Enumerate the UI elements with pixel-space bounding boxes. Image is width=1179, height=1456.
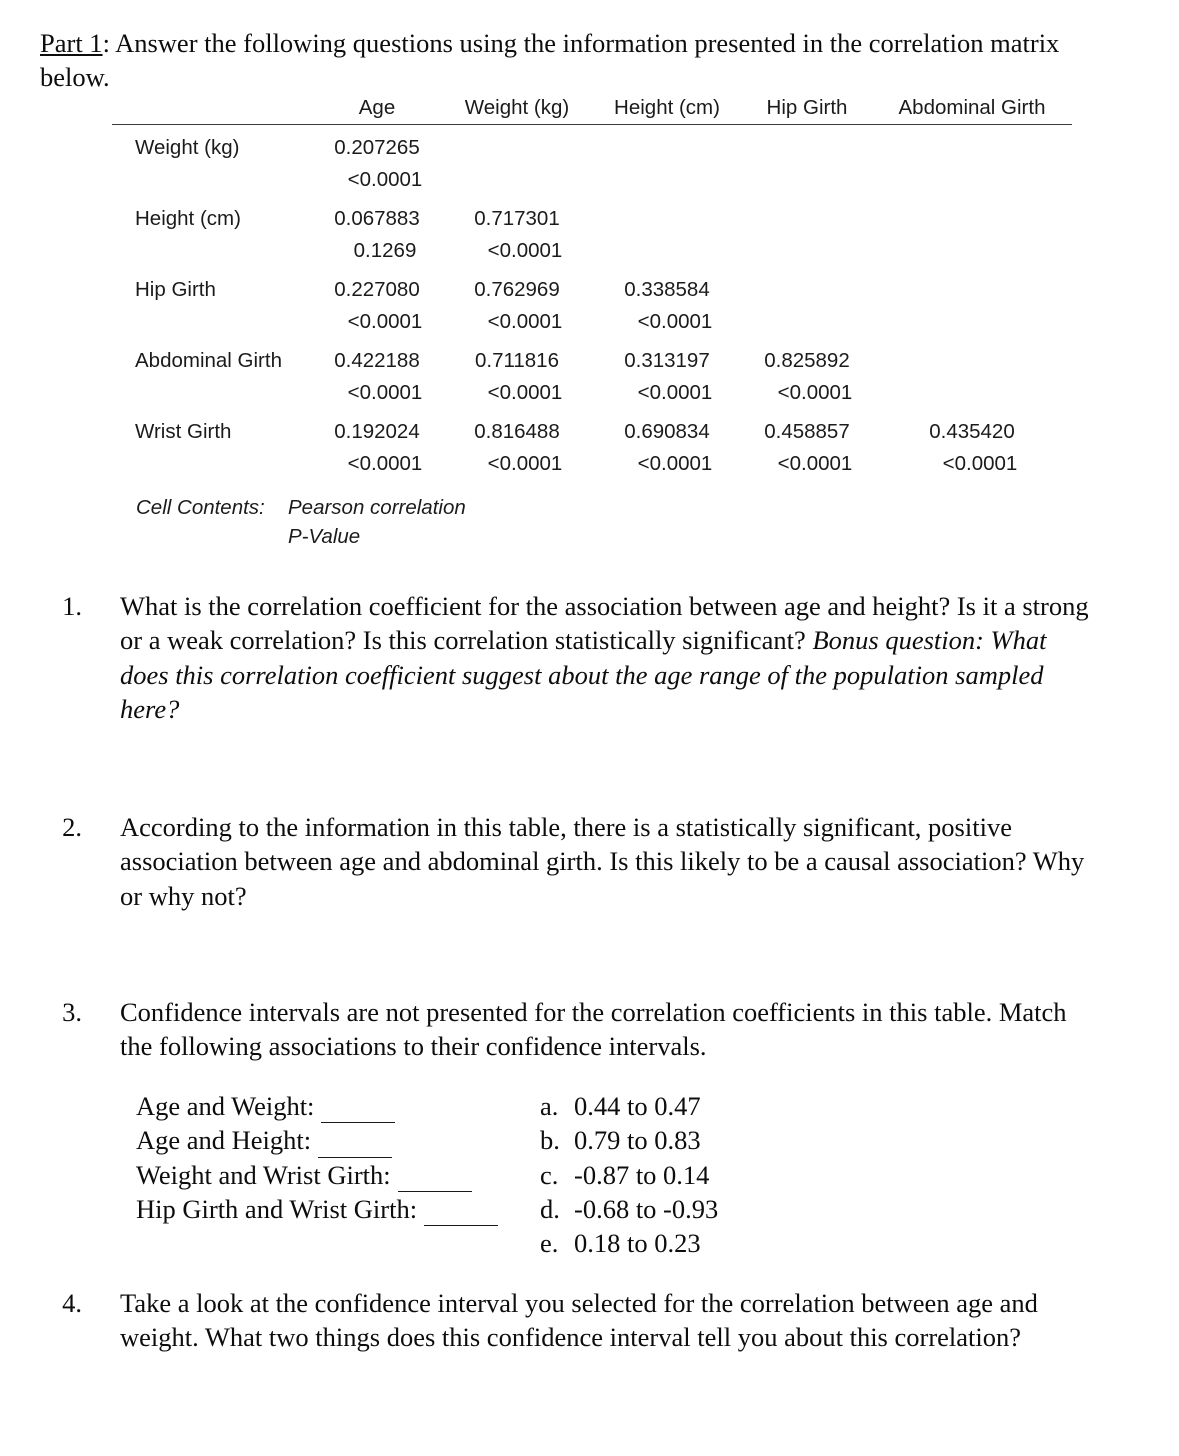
matrix-row-label: Hip Girth [135, 278, 216, 301]
option-letter: d. [540, 1193, 560, 1224]
matrix-cell-corr [592, 125, 742, 161]
matrix-cell-pvalue: <0.0001 [777, 452, 853, 475]
question-1-body [120, 589, 1100, 726]
correlation-matrix-table [112, 96, 1072, 476]
list-item [540, 1089, 900, 1123]
matrix-cell-pvalue [750, 302, 880, 334]
matching-answer-blank[interactable] [424, 1197, 498, 1226]
question-1-number: 1. [62, 591, 82, 621]
matrix-cell-pvalue [750, 231, 880, 263]
question-1-text: What is the correlation coefficient for the association between age and height? Is it a strong or a weak correlation? Is this correlation statistically significant? [120, 591, 1089, 656]
table-row [112, 444, 1072, 476]
option-value: -0.87 to 0.14 [574, 1159, 710, 1190]
matrix-cell-corr [872, 125, 1072, 161]
cell-contents-label: Cell Contents: [136, 496, 265, 519]
matching-prompt-label: Age and Weight: [136, 1091, 315, 1121]
intro-text: : Answer the following questions using the information presented in the correlation matrix below. [40, 28, 1060, 93]
matrix-cell-pvalue: <0.0001 [637, 452, 713, 475]
matrix-cell-pvalue: <0.0001 [347, 381, 423, 404]
matrix-cell-pvalue: <0.0001 [637, 310, 713, 333]
matrix-cell-corr: 0.192024 [334, 420, 420, 443]
matrix-cell-corr [442, 125, 592, 161]
list-item [540, 1226, 900, 1260]
option-letter: b. [540, 1125, 560, 1156]
matrix-cell-pvalue [880, 231, 1080, 263]
matrix-cell-corr: 0.816488 [474, 420, 560, 443]
matrix-row-label-spacer [112, 373, 312, 405]
cell-contents-line-2 [136, 523, 466, 552]
matrix-cell-corr [872, 263, 1072, 302]
matrix-cell-pvalue [880, 160, 1080, 192]
table-row [112, 263, 1072, 302]
matrix-cell-pvalue: <0.0001 [487, 381, 563, 404]
matrix-cell-corr [872, 192, 1072, 231]
matching-prompt-label: Hip Girth and Wrist Girth: [136, 1193, 418, 1224]
list-item [136, 1123, 536, 1157]
option-value: -0.68 to -0.93 [574, 1193, 719, 1224]
matrix-cell-pvalue: <0.0001 [347, 168, 423, 191]
question-3 [40, 995, 1100, 1064]
matrix-cell-corr: 0.762969 [474, 278, 560, 301]
matching-prompts-column [136, 1089, 536, 1226]
matrix-header-age: Age [358, 96, 396, 119]
list-item [540, 1123, 900, 1157]
list-item [136, 1089, 536, 1123]
table-row [112, 373, 1072, 405]
question-2 [40, 810, 1100, 913]
matrix-cell-pvalue: <0.0001 [487, 310, 563, 333]
option-value: 0.18 to 0.23 [574, 1228, 701, 1259]
matrix-cell-pvalue: <0.0001 [777, 381, 853, 404]
matrix-cell-corr: 0.067883 [334, 207, 420, 230]
table-row [112, 334, 1072, 373]
matrix-row-label-spacer [112, 302, 312, 334]
matching-options-column [536, 1089, 900, 1261]
matrix-cell-pvalue: <0.0001 [637, 381, 713, 404]
matrix-cell-corr: 0.338584 [624, 278, 710, 301]
matrix-row-label-spacer [112, 444, 312, 476]
matrix-header-weight: Weight (kg) [464, 96, 570, 119]
table-row [112, 125, 1072, 161]
cell-contents-line-1 [136, 494, 466, 523]
matching-prompt-label: Weight and Wrist Girth: [136, 1159, 391, 1190]
matrix-header-row [112, 96, 1072, 125]
matrix-cell-pvalue: 0.1269 [353, 239, 417, 262]
question-3-number: 3. [62, 997, 82, 1027]
question-4-body: Take a look at the confidence interval you selected for the correlation between age and weight. What two things does this confidence interval tell you about this correlation? [120, 1288, 1038, 1353]
matrix-row-label: Abdominal Girth [135, 349, 282, 372]
matrix-cell-pvalue [880, 373, 1080, 405]
matrix-cell-pvalue [750, 160, 880, 192]
question-4-number: 4. [62, 1288, 82, 1318]
matrix-cell-corr: 0.690834 [624, 420, 710, 443]
matching-answer-blank[interactable] [398, 1163, 472, 1192]
matrix-cell-corr [592, 192, 742, 231]
question-4 [40, 1286, 1100, 1355]
matrix-cell-corr [742, 125, 872, 161]
matrix-header-abdominal-girth: Abdominal Girth [898, 96, 1046, 119]
part-label: Part 1 [40, 28, 103, 58]
matching-columns [136, 1089, 1036, 1261]
matrix-header [112, 96, 1072, 125]
matrix-body [112, 125, 1072, 477]
cell-contents-legend [136, 494, 466, 551]
matching-exercise [136, 1089, 1036, 1261]
matrix-header-height: Height (cm) [614, 96, 720, 119]
question-3-body: Confidence intervals are not presented for the correlation coefficients in this table. Match the following associations to their confidence intervals. [120, 997, 1067, 1062]
list-item [136, 1192, 536, 1226]
matrix-cell-pvalue [600, 231, 750, 263]
matching-prompt-label: Age and Height: [136, 1125, 312, 1156]
matrix-cell-corr [742, 263, 872, 302]
matching-answer-blank[interactable] [321, 1095, 395, 1124]
matrix-cell-pvalue [880, 302, 1080, 334]
matrix-cell-corr: 0.717301 [474, 207, 560, 230]
table-row [112, 405, 1072, 444]
option-value: 0.44 to 0.47 [574, 1091, 701, 1121]
matrix-row-label: Height (cm) [135, 207, 241, 230]
intro-paragraph [40, 26, 1105, 95]
cell-contents-value-1: Pearson correlation [288, 496, 466, 519]
list-item [540, 1192, 900, 1226]
table-row [112, 160, 1072, 192]
matrix-cell-corr: 0.313197 [624, 349, 710, 372]
matrix-cell-pvalue: <0.0001 [347, 452, 423, 475]
matrix-cell-corr [872, 334, 1072, 373]
matrix-cell-corr: 0.458857 [764, 420, 850, 443]
list-item [540, 1158, 900, 1192]
table-row [112, 192, 1072, 231]
matrix-cell-pvalue: <0.0001 [942, 452, 1018, 475]
matrix-cell-corr: 0.207265 [334, 136, 420, 159]
matching-answer-blank[interactable] [318, 1129, 392, 1158]
matrix-cell-corr [742, 192, 872, 231]
option-letter: e. [540, 1228, 559, 1259]
matrix-cell-pvalue [600, 160, 750, 192]
question-2-number: 2. [62, 812, 82, 842]
matrix-cell-pvalue [450, 160, 600, 192]
cell-contents-value-2: P-Value [288, 524, 361, 548]
matrix-row-label-spacer [112, 231, 312, 263]
matrix-cell-corr: 0.422188 [334, 349, 420, 372]
matrix-cell-pvalue: <0.0001 [487, 239, 563, 262]
matrix-cell-corr: 0.825892 [764, 349, 850, 372]
question-2-body: According to the information in this table, there is a statistically significant, positive association between age and abdominal girth. Is this likely to be a causal association? Why or why not? [120, 812, 1085, 911]
list-item [136, 1158, 536, 1192]
option-value: 0.79 to 0.83 [574, 1125, 701, 1156]
matrix-row-label: Weight (kg) [135, 136, 240, 159]
question-1-bonus: Bonus question: What does this correlation coefficient suggest about the age range of the population sampled here? [120, 625, 1047, 724]
matrix-cell-corr: 0.711816 [475, 349, 559, 372]
table-row [112, 231, 1072, 263]
question-1 [40, 589, 1100, 726]
option-letter: a. [540, 1091, 559, 1121]
matrix-cell-corr: 0.435420 [929, 420, 1015, 443]
matrix-header-corner [112, 96, 312, 125]
matrix-cell-corr: 0.227080 [334, 278, 420, 301]
matrix-header-hip-girth: Hip Girth [766, 96, 848, 119]
matrix-cell-pvalue: <0.0001 [487, 452, 563, 475]
matrix-cell-pvalue: <0.0001 [347, 310, 423, 333]
matrix-row-label-spacer [112, 160, 312, 192]
option-letter: c. [540, 1159, 559, 1190]
matrix-row-label: Wrist Girth [135, 420, 232, 443]
correlation-matrix [112, 96, 1046, 476]
table-row [112, 302, 1072, 334]
